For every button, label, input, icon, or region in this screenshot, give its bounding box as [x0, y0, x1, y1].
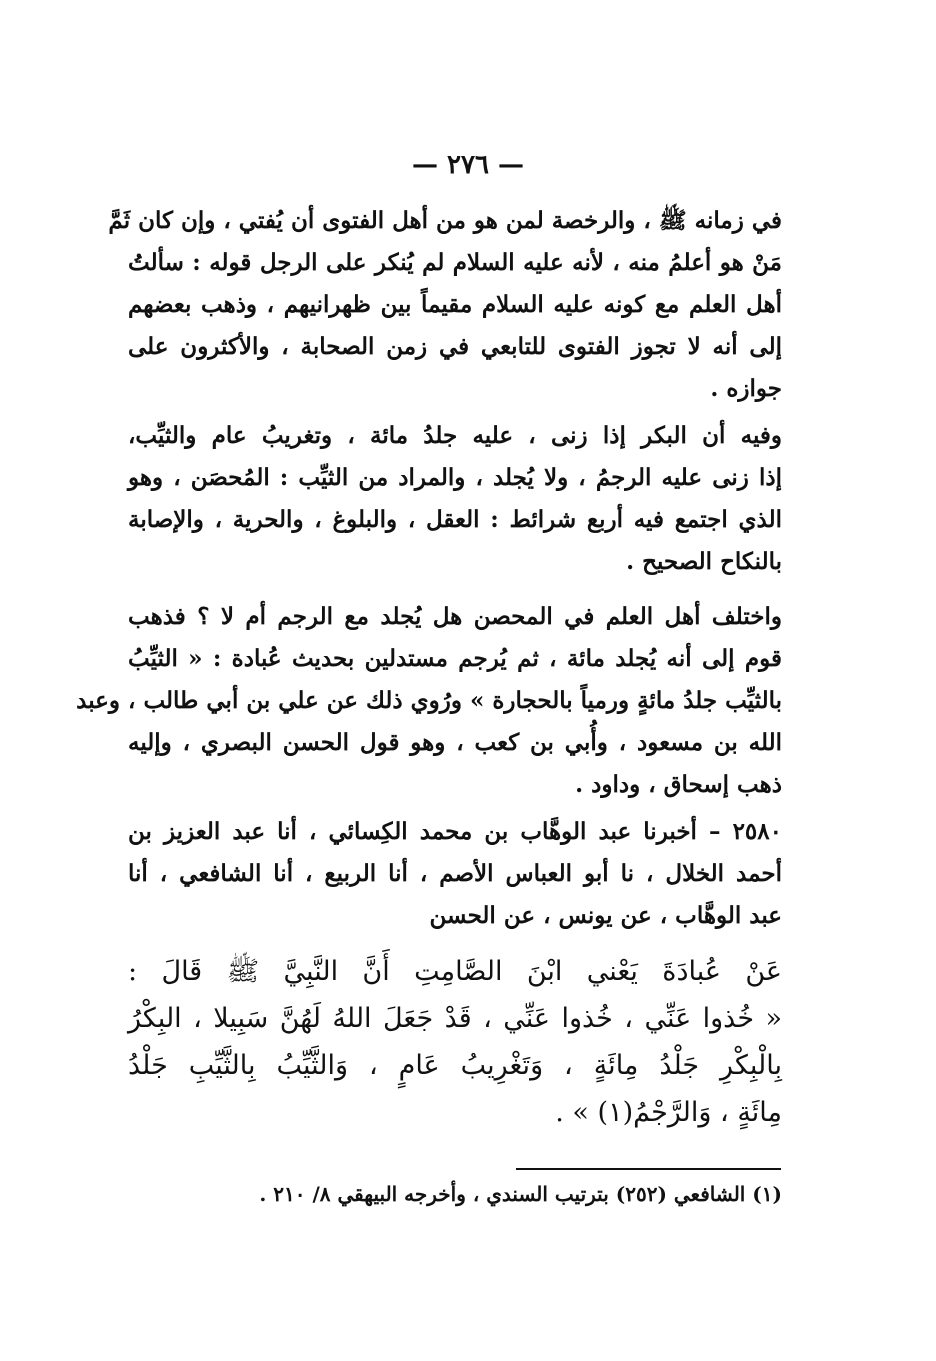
page-number: — ٢٧٦ — [411, 150, 525, 180]
text-line: أهل العلم مع كونه عليه السلام مقيماً بين ظهرانيهم ، وذهب بعضهم [128, 291, 782, 318]
text-line: ٢٥٨٠ – أخبرنا عبد الوهَّاب بن محمد الكِسائي ، أنا عبد العزيز بن [128, 818, 782, 845]
text-line: الله بن مسعود ، وأُبي بن كعب ، وهو قول الحسن البصري ، وإليه [128, 729, 782, 756]
paragraph-isnad [128, 818, 782, 944]
paragraph-bikr-thayyib [128, 422, 782, 590]
footnote-divider [516, 1168, 781, 1170]
text-line: إذا زنى عليه الرجمُ ، ولا يُجلد ، والمراد من الثيِّب : المُحصَن ، وهو [128, 464, 782, 491]
text-line: ذهب إسحاق ، وداود . [575, 771, 782, 798]
text-line: وفيه أن البكر إذا زنى ، عليه جلدُ مائة ، وتغريبُ عام والثيِّب، [128, 422, 782, 449]
text-line: إلى أنه لا تجوز الفتوى للتابعي في زمن الصحابة ، والأكثرون على [128, 333, 782, 360]
text-line: واختلف أهل العلم في المحصن هل يُجلد مع الرجم أم لا ؟ فذهب [128, 603, 782, 630]
text-line: قوم إلى أنه يُجلد مائة ، ثم يُرجم مستدلين بحديث عُبادة : « الثيِّبُ [128, 645, 782, 672]
text-line: عبد الوهَّاب ، عن يونس ، عن الحسن [429, 902, 782, 929]
text-line: بالنكاح الصحيح . [626, 548, 782, 575]
text-line: جوازه . [710, 375, 782, 402]
footnote: (١) الشافعي (٢٥٢) بترتيب السندي ، وأخرجه البيهقي ٨/ ٢١٠ . [259, 1182, 782, 1206]
paragraph-hadith [128, 950, 782, 1138]
text-line: مَنْ هو أعلمُ منه ، لأنه عليه السلام لم يُنكر على الرجل قوله : سألتُ [128, 249, 782, 276]
text-line: أحمد الخلال ، نا أبو العباس الأصم ، أنا الربيع ، أنا الشافعي ، أنا [128, 860, 782, 887]
text-line: في زمانه ﷺ ، والرخصة لمن هو من أهل الفتوى أن يُفتي ، وإن كان ثَمَّ [108, 207, 782, 234]
paragraph-ikhtilaf [76, 603, 782, 813]
text-line: « خُذوا عَنِّي ، خُذوا عَنِّي ، قَدْ جَعَلَ اللهُ لَهُنَّ سَبِيلا ، البِكْرُ [128, 1003, 782, 1034]
text-line: عَنْ عُبادَةَ يَعْني ابْنَ الصَّامِتِ أَنَّ النَّبِيَّ ﷺ قَالَ : [128, 956, 782, 987]
text-line: مِائَةٍ ، وَالرَّجْمُ(١) » . [555, 1097, 782, 1128]
text-line: الذي اجتمع فيه أربع شرائط : العقل ، والبلوغ ، والحرية ، والإصابة [128, 506, 782, 533]
text-line: بِالْبِكْرِ جَلْدُ مِائَةٍ ، وَتَغْرِيبُ عَامٍ ، وَالثَّيِّبُ بِالثَّيِّبِ جَلْدُ [128, 1050, 782, 1081]
text-line: بالثيِّب جلدُ مائةٍ ورمياً بالحجارة » ورُوي ذلك عن علي بن أبي طالب ، وعبد [76, 687, 782, 714]
paragraph-fatwa [108, 207, 782, 417]
